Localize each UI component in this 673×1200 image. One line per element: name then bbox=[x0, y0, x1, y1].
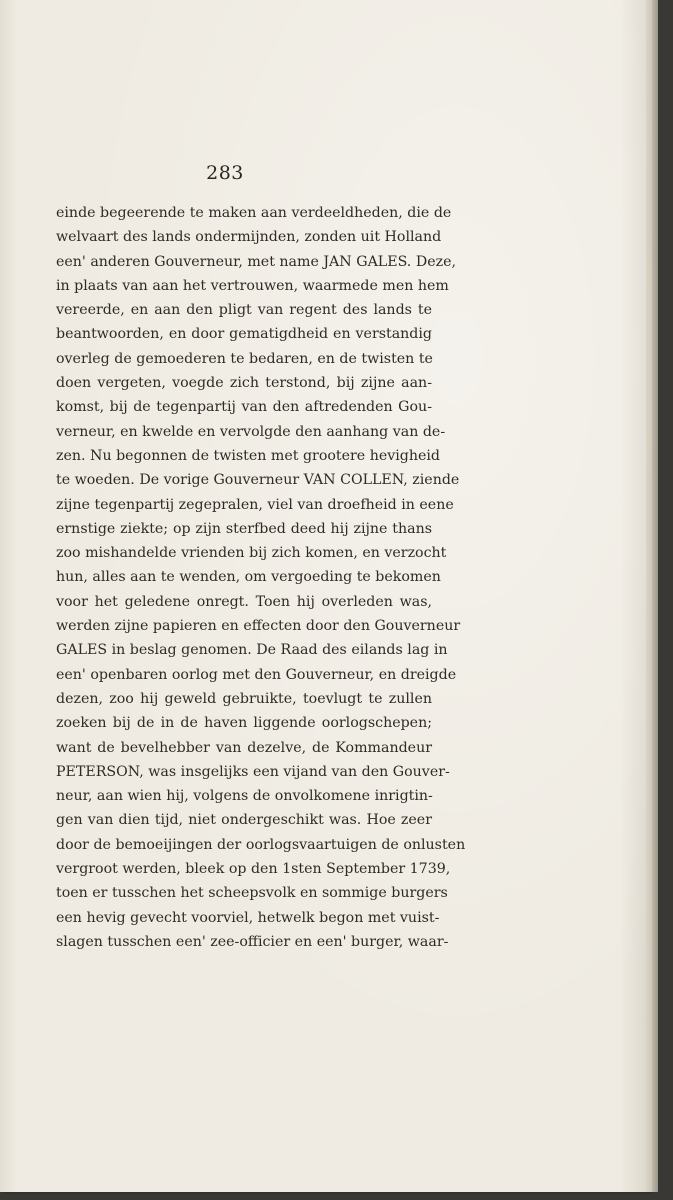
text-line: zen. Nu begonnen de twisten met grootere hevigheid bbox=[56, 447, 441, 464]
text-line: GALES in beslag genomen. De Raad des eilands lag in bbox=[56, 642, 448, 659]
text-line: zoo mishandelde vrienden bij zich komen, en verzocht bbox=[56, 545, 447, 562]
text-line: voor het geledene onregt. Toen hij overleden was, bbox=[56, 593, 432, 610]
text-line: te woeden. De vorige Gouverneur VAN COLLEN, ziende bbox=[56, 472, 460, 489]
text-line: gen van dien tijd, niet ondergeschikt was. Hoe zeer bbox=[56, 812, 432, 829]
text-line: een' anderen Gouverneur, met name JAN GALES. Deze, bbox=[56, 253, 456, 270]
text-line: door de bemoeijingen der oorlogsvaartuigen de onlusten bbox=[56, 836, 466, 853]
text-line: vereerde, en aan den pligt van regent des lands te bbox=[56, 302, 432, 319]
text-line: verneur, en kwelde en vervolgde den aanhang van de- bbox=[56, 423, 446, 440]
text-line: dezen, zoo hij geweld gebruikte, toevlugt te zullen bbox=[56, 690, 432, 707]
text-line: hun, alles aan te wenden, om vergoeding te bekomen bbox=[56, 569, 441, 586]
text-line: slagen tusschen een' zee-officier en een' burger, waar- bbox=[56, 933, 449, 950]
text-line: ernstige ziekte; op zijn sterfbed deed hij zijne thans bbox=[56, 520, 432, 537]
text-line: einde begeerende te maken aan verdeeldheden, die de bbox=[56, 205, 452, 221]
text-line: zoeken bij de in de haven liggende oorlogschepen; bbox=[56, 715, 432, 732]
text-line: neur, aan wien hij, volgens de onvolkomene inrigtin- bbox=[56, 788, 433, 805]
text-line: toen er tusschen het scheepsvolk en sommige burgers bbox=[56, 885, 448, 902]
text-line: welvaart des lands ondermijnden, zonden uit Holland bbox=[56, 229, 442, 246]
text-line: PETERSON, was insgelijks een vijand van den Gouver- bbox=[56, 763, 450, 780]
text-line: want de bevelhebber van dezelve, de Kommandeur bbox=[56, 739, 432, 756]
body-text bbox=[56, 201, 466, 954]
text-line: overleg de gemoederen te bedaren, en de twisten te bbox=[56, 350, 433, 367]
text-line: een' openbaren oorlog met den Gouverneur, en dreigde bbox=[56, 666, 457, 683]
text-line: werden zijne papieren en effecten door den Gouverneur bbox=[56, 618, 461, 635]
text-line: beantwoorden, en door gematigdheid en verstandig bbox=[56, 326, 432, 343]
text-line: vergroot werden, bleek op den 1sten September 1739, bbox=[56, 861, 451, 878]
text-line: een hevig gevecht voorviel, hetwelk begon met vuist- bbox=[56, 909, 440, 926]
text-line: komst, bij de tegenpartij van den aftredenden Gou- bbox=[56, 399, 432, 416]
text-line: in plaats van aan het vertrouwen, waarmede men hem bbox=[56, 277, 449, 294]
page-number: 283 bbox=[206, 162, 244, 184]
page-edge bbox=[646, 0, 658, 1192]
text-line: doen vergeten, voegde zich terstond, bij zijne aan- bbox=[56, 375, 432, 392]
text-line: zijne tegenpartij zegepralen, viel van droefheid in eene bbox=[56, 496, 454, 513]
